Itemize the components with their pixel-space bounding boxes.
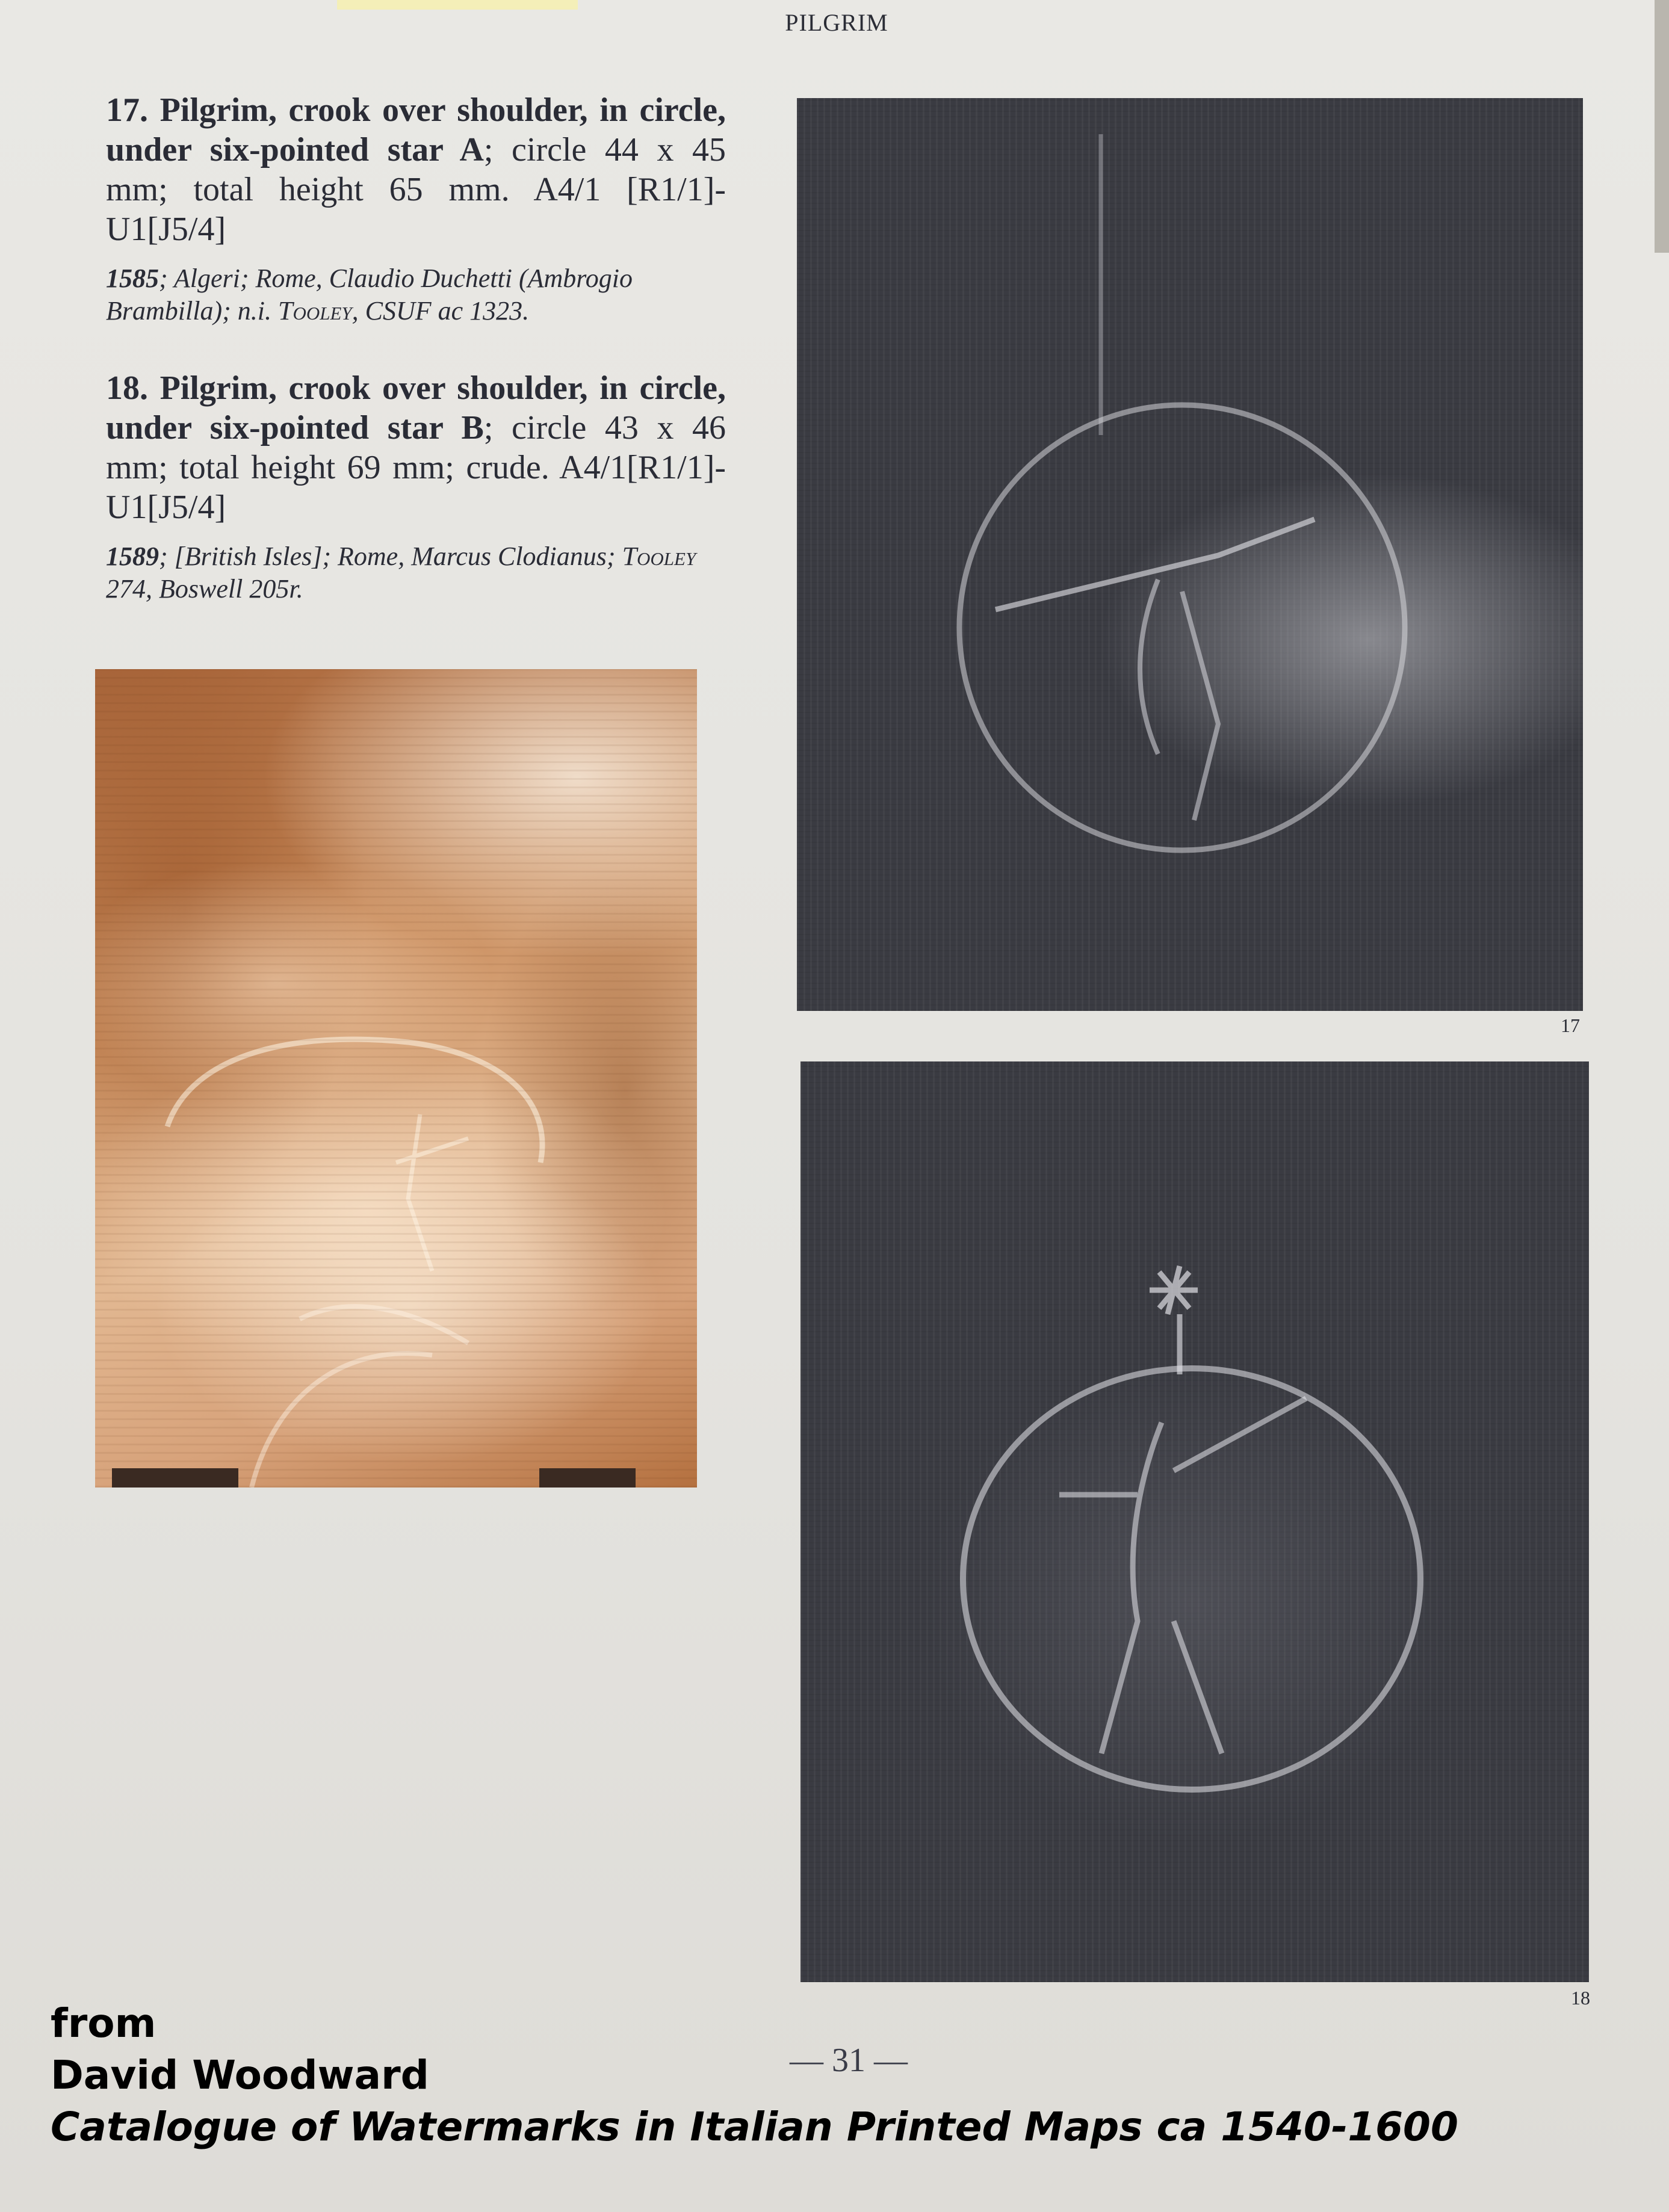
- entry-18-title: 18. Pilgrim, crook over shoulder, in circle, under six-pointed star B: [106, 369, 726, 446]
- entry-18-region: ; [British Isles]: [159, 542, 323, 571]
- entry-17-heading: [106, 90, 726, 249]
- chain-lines-texture: [95, 669, 697, 1488]
- entry-18-heading: [106, 368, 726, 527]
- figure-label-18: 18: [1571, 1987, 1590, 2009]
- pilgrim-circle-star-a: [797, 98, 1583, 1011]
- credit-author: David Woodward: [51, 2052, 429, 2098]
- entry-17-source-name: Tooley: [277, 296, 352, 326]
- watermark-18-image: [800, 1061, 1589, 1982]
- backlit-watermark-photo: [95, 669, 697, 1488]
- entry-18-provenance: ; Rome, Marcus Clodianus;: [322, 542, 622, 571]
- entry-17-provenance: ; Algeri; Rome, Claudio Duchetti (Ambrogio Brambilla); n.i.: [106, 264, 633, 326]
- sticky-note-edge: [337, 0, 578, 10]
- mount-corner-right: [539, 1468, 636, 1488]
- entry-18-source-ref: 274, Boswell 205r.: [106, 574, 303, 604]
- source-credit: [51, 1998, 1458, 2153]
- entry-18-year: 1589: [106, 542, 159, 571]
- entry-17-year: 1585: [106, 264, 159, 293]
- entry-17-source-ref: , CSUF ac 1323.: [351, 296, 530, 326]
- catalogue-entry-18: [106, 368, 726, 605]
- mount-corner-left: [112, 1468, 238, 1488]
- figure-label-17: 17: [1561, 1015, 1580, 1036]
- credit-book-title: Catalogue of Watermarks in Italian Printed Maps ca 1540-1600: [51, 2104, 1458, 2150]
- watermark-17-image: [797, 98, 1583, 1011]
- pilgrim-circle-star-b: [800, 1061, 1589, 1982]
- entry-18-source-name: Tooley: [622, 542, 696, 571]
- entry-17-title: 17. Pilgrim, crook over shoulder, in circle, under six-pointed star A: [106, 91, 726, 168]
- entry-18-dimensions: ; circle 43 x 46 mm; total height 69 mm; crude. A4/1[R1/1]-U1[J5/4]: [106, 409, 726, 526]
- credit-from: from: [51, 2000, 156, 2047]
- catalogue-entry-17: [106, 90, 726, 327]
- page-edge-shadow: [1655, 0, 1669, 253]
- entry-17-details: [106, 262, 726, 327]
- running-head: PILGRIM: [785, 9, 888, 36]
- entry-17-dimensions: ; circle 44 x 45 mm; total height 65 mm. A4/1 [R1/1]-U1[J5/4]: [106, 131, 726, 248]
- page-number: — 31 —: [790, 2042, 908, 2079]
- entry-18-details: [106, 540, 726, 605]
